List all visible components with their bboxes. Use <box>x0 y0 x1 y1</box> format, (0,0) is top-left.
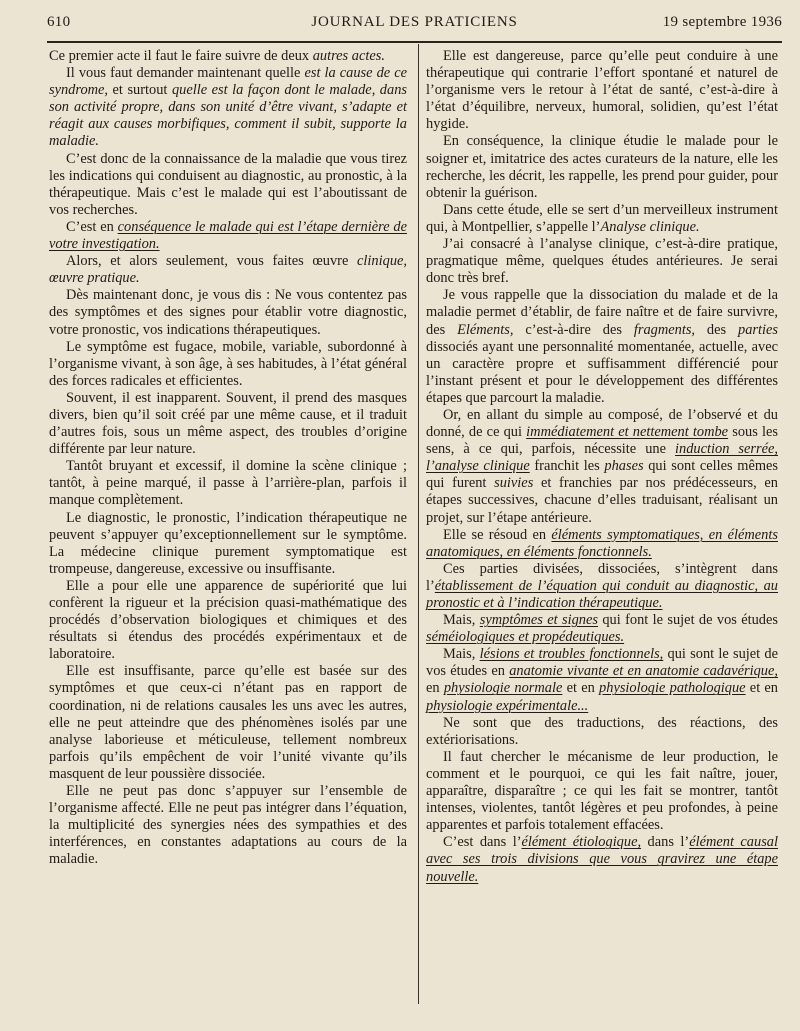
body-text: qui sont le sujet de vos études en <box>426 646 778 680</box>
body-text: Or, en allant du simple au composé, de l’observé et du donné, de ce qui <box>426 406 778 441</box>
body-text: des <box>695 321 739 338</box>
paragraph <box>426 48 778 133</box>
emphasis-text: physiologie normale <box>443 680 563 697</box>
body-text: Elle ne peut pas donc s’appuyer sur l’ensemble de l’organisme affecté. Elle ne peut pas intégrer dans l’équation, la multiplicité des synergies nées des sympathies et des interférences, en constantes adaptations au cours de la maladie. <box>49 783 407 868</box>
emphasis-text: phases <box>604 458 644 475</box>
paragraph <box>49 219 407 253</box>
emphasis-text: conséquence le malade qui est l’étape dernière de votre investigation. <box>49 218 408 253</box>
body-text: C’est donc de la connaissance de la maladie que vous tirez les indications qui conduisent au diagnostic, au pronostic, à la thérapeutique. Mais c’est le malade qui est l’aboutissant de vos recherches. <box>49 150 407 218</box>
paragraph <box>426 527 778 561</box>
body-text: en <box>426 680 444 697</box>
body-text: Dès maintenant donc, je vous dis : Ne vous contentez pas des symptômes et des signes pour établir votre diagnostic, votre pronostic, vos indications thérapeutiques. <box>49 287 407 338</box>
body-text: Mais, <box>443 646 480 663</box>
body-text: Tantôt bruyant et excessif, il domine la scène clinique ; tantôt, à peine marqué, il passe à l’arrière-plan, parfois il manque complètement. <box>49 458 407 509</box>
page-number: 610 <box>47 14 71 30</box>
emphasis-text: physiologie expérimentale... <box>426 697 589 714</box>
paragraph <box>426 561 778 612</box>
left-column <box>49 48 407 869</box>
body-text: qui font le sujet de vos études <box>597 612 778 629</box>
emphasis-text: élément étiologique, <box>521 834 642 851</box>
body-text: Elle est insuffisante, parce qu’elle est basée sur des symptômes et que ceux-ci n’étant pas en rapport de coordination, ni de relations causales les uns avec les autres, elle ne peut atteindre que des phénomènes isolés par une analyse laborieuse et méticuleuse, tellement nombreux parfois qu’ils empêchent de voir l’unité vivante qu’ils masquent de leur poussière dissociée. <box>49 663 407 782</box>
header-rule <box>47 41 782 43</box>
emphasis-text: symptômes et signes <box>479 612 598 629</box>
body-text: Elle a pour elle une apparence de supériorité que lui confèrent la rigueur et la précision quasi-mathématique des procédés d’observation biologiques et chimiques et des résultats si étendus des procédés expérimentaux et de laboratoire. <box>49 577 407 663</box>
paragraph <box>426 133 778 201</box>
emphasis-text: établissement de l’équation qui conduit au diagnostic, au pronostic et à l’indication thérapeutique. <box>426 577 778 611</box>
emphasis-text: lésions et troubles fonctionnels, <box>479 646 664 663</box>
body-text: C’est en <box>66 218 118 235</box>
body-text: Je vous rappelle que la dissociation du malade et de la maladie permet d’établir, de faire naître et de faire survivre, des <box>426 287 778 338</box>
paragraph <box>426 407 778 527</box>
body-text: Il faut chercher le mécanisme de leur production, le comment et le pourquoi, ce qui les fait naître, jouer, apparaître, disparaître ; ce qui les fait se montrer, tantôt intenses, violentes, tantôt légères et peu profondes, à peine apparentes et parfois totalement effacées. <box>426 748 778 834</box>
body-text: Elle est dangereuse, parce qu’elle peut conduire à une thérapeutique qui contrarie l’effort spontané et naturel de l’organisme vers le retour à l’état de santé, c’est-à-dire à l’état d’équilibre, nerveux, humoral, solidien, qu’est l’état hygide. <box>426 48 778 133</box>
emphasis-text: quelle est la façon dont le malade, dans son activité propre, dans son unité d’être vivant, s’adapte et réagit aux causes morbifiques, comment il subit, supporte la maladie. <box>49 82 407 150</box>
body-text: dissociés ayant une personnalité momentanée, actuelle, avec un caractère propre et suffisamment différencié pour l’instant présent et pour le développement des différentes étapes que parcourt la maladie. <box>426 338 778 406</box>
emphasis-text: Eléments, <box>457 321 514 338</box>
paragraph <box>49 287 407 338</box>
paragraph <box>49 390 407 458</box>
paragraph <box>426 236 778 287</box>
paragraph <box>426 834 778 885</box>
paragraph <box>426 612 778 646</box>
body-text: et franchies par nos prédécesseurs, en étapes successives, chacune d’elles traduisant, réalisant un projet, sur l’étape antérieure. <box>426 475 778 526</box>
body-text: Il vous faut demander maintenant quelle <box>66 65 305 82</box>
paragraph <box>426 715 778 749</box>
paragraph <box>49 458 407 509</box>
body-text: Souvent, il est inapparent. Souvent, il prend des masques divers, bien qu’il soit créé par une même cause, et il traduit d’autres fois, sous un même aspect, des troubles d’origine différente par leur nature. <box>49 389 407 458</box>
emphasis-text: suivies <box>494 475 534 492</box>
paragraph <box>426 287 778 407</box>
paragraph <box>426 749 778 834</box>
body-text: C’est dans l’ <box>443 834 522 851</box>
body-text: Le symptôme est fugace, mobile, variable, subordonné à l’organisme vivant, à son âge, à ses habitudes, à l’état général des forces radicales et efficientes. <box>49 338 407 389</box>
body-text: dans l’ <box>641 834 690 851</box>
paragraph <box>49 253 407 287</box>
emphasis-text: immédiatement et nettement tombe <box>526 424 729 441</box>
emphasis-text: clinique, œuvre pratique. <box>49 253 407 287</box>
body-text: franchit les <box>529 458 605 475</box>
paragraph <box>49 48 407 65</box>
paragraph <box>49 783 407 868</box>
emphasis-text: anatomie vivante et en anatomie cadavérique, <box>509 663 778 680</box>
body-text: En conséquence, la clinique étudie le malade pour le soigner et, imitatrice des actes curateurs de la nature, elle les recherche, les décrit, les rappelle, les prend pour guider, pour obtenir la guérison. <box>426 133 778 201</box>
paragraph <box>426 646 778 714</box>
body-text: et en <box>562 680 600 697</box>
page-header <box>47 14 782 38</box>
journal-title: JOURNAL DES PRATICIENS <box>311 14 518 30</box>
paragraph <box>49 510 407 578</box>
emphasis-text: physiologie pathologique <box>599 680 746 697</box>
issue-date: 19 septembre 1936 <box>662 14 782 30</box>
emphasis-text: est la cause de ce syndrome, <box>49 65 407 99</box>
body-text: J’ai consacré à l’analyse clinique, c’est-à-dire pratique, pragmatique même, quelques études antérieures. Je serai donc très bref. <box>426 236 778 287</box>
emphasis-text: fragments, <box>633 321 696 338</box>
right-column <box>426 48 778 886</box>
body-text: Mais, <box>443 612 480 629</box>
emphasis-text: Analyse clinique. <box>600 218 700 235</box>
body-text: Ce premier acte il faut le faire suivre de deux <box>49 48 313 64</box>
emphasis-text: l’analyse clinique <box>426 458 530 475</box>
body-text: Dans cette étude, elle se sert d’un merveilleux instrument qui, à Montpellier, s’appelle l’ <box>426 201 778 235</box>
paragraph <box>49 65 407 150</box>
paragraph <box>49 151 407 219</box>
paragraph <box>49 339 407 390</box>
emphasis-text: parties <box>738 321 778 338</box>
emphasis-text: autres actes. <box>312 48 385 64</box>
body-text: et en <box>745 680 779 697</box>
emphasis-text: élément causal avec ses trois divisions que vous gravirez une étape nouvelle. <box>426 834 778 885</box>
body-text: et surtout <box>108 82 172 99</box>
body-text: Ces parties divisées, dissociées, s’intègrent dans l’ <box>426 560 778 594</box>
body-text: qui sont celles mêmes qui furent <box>426 458 779 492</box>
emphasis-text: séméiologiques et propédeutiques. <box>426 629 625 646</box>
emphasis-text: induction serrée, <box>675 441 778 458</box>
body-text: Le diagnostic, le pronostic, l’indication thérapeutique ne peuvent s’appuyer qu’exceptionnellement sur le symptôme. La médecine clinique purement symptomatique est trompeuse, dangereuse, excessive ou insuffisante. <box>49 509 407 577</box>
emphasis-text: éléments symptomatiques, en éléments anatomiques, en éléments fonctionnels. <box>426 526 778 560</box>
body-text: Alors, et alors seulement, vous faites œuvre <box>66 253 358 270</box>
column-divider <box>418 44 419 1004</box>
body-text: Elle se résoud en <box>443 526 552 543</box>
body-text: Ne sont que des traductions, des réactions, des extériorisations. <box>426 714 778 748</box>
body-text: c’est-à-dire des <box>513 321 634 338</box>
body-text: sous les sens, à ce qui, parfois, nécessite une <box>426 424 778 458</box>
paragraph <box>49 663 407 783</box>
paragraph <box>426 202 778 236</box>
paragraph <box>49 578 407 663</box>
